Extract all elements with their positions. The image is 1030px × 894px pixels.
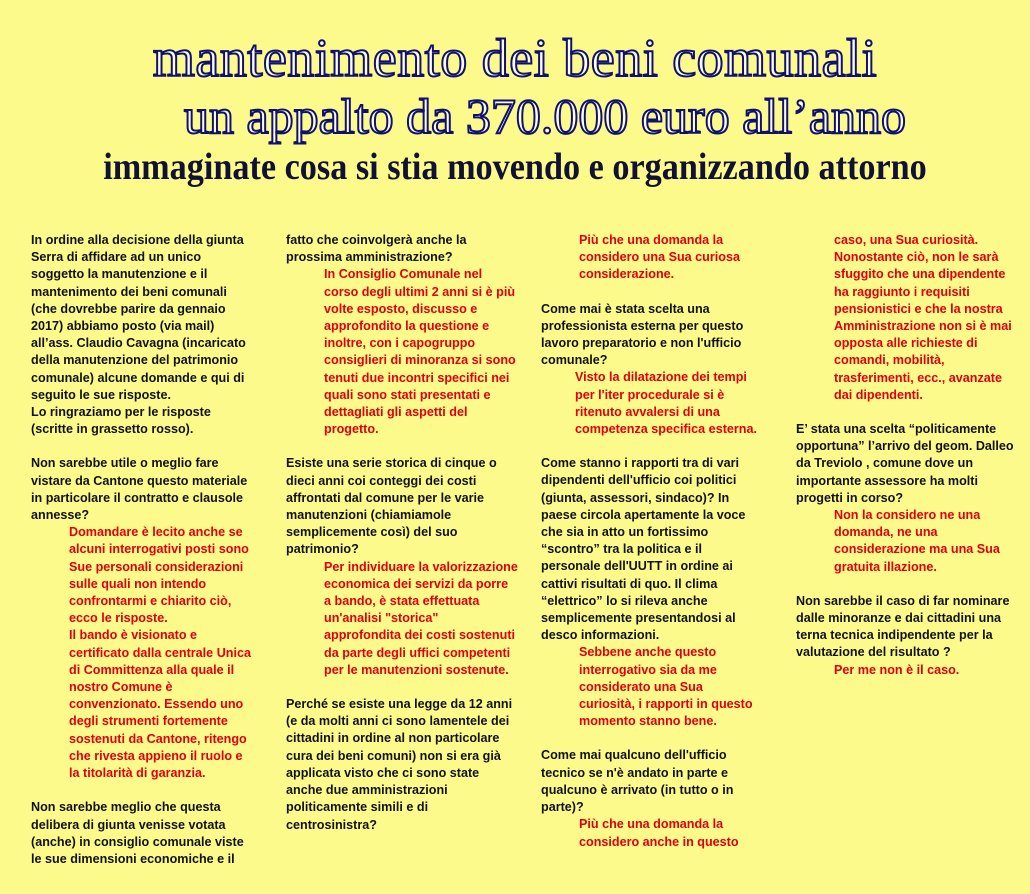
answer-6: Sebbene anche questo interrogativo sia da me considerato una Sua curiosità, i rapporti in questo momento stanno bene. [579,645,753,729]
question-1: Non sarebbe utile o meglio fare vistare da Cantone questo materiale in particolare il contratto e clausole annesse? [31,456,248,523]
article-column-2 [286,232,518,834]
answer-8: Non la considero ne una domanda, ne una considerazione ma una Sua gratuita illazione. [834,508,1000,574]
answer-1a: Domandare è lecito anche se alcuni interrogativi posti sono Sue personali considerazioni sulle quali non intendo confrontarmi e chiarito ciò, ecco le risposte. [69,525,249,626]
article-column-4 [796,232,1018,679]
answer-2: In Consiglio Comunale nel corso degli ultimi 2 anni si è più volte esposto, discusso e approfondito la questione e inoltre, con i capogruppo consiglieri di minoranza si sono tenuti due incontri specifici nei quali sono stati presentati e dettagliati gli aspetti del progetto. [324,267,516,437]
answer-7a: Più che una domanda la considero anche in questo [579,817,739,849]
answer-5: Visto la dilatazione dei tempi per l'iter procedurale si è ritenuto avvalersi di una competenza specifica esterna. [575,370,757,437]
answer-9: Per me non è il caso. [834,662,960,677]
question-4: Perché se esiste una legge da 12 anni (e da molti anni ci sono lamentele dei cittadini in ordine al non particolare cura dei beni comuni) non si era già applicata visto che ci sono state anche due amministrazioni politicamente simili e di centrosinistra? [286,697,513,832]
thanks-paragraph: Lo ringraziamo per le risposte (scritte in grassetto rosso). [31,405,211,437]
question-8: E’ stata una scelta “politicamente opportuna” l’arrivo del geom. Dalleo da Treviolo , comune dove un importante assessore ha molti progetti in corso? [796,422,1014,505]
question-2-continued: fatto che coinvolgerà anche la prossima amministrazione? [286,233,467,265]
question-5: Come mai è stata scelta una professionista esterna per questo lavoro preparatorio e non l'ufficio comunale? [541,301,744,368]
headline-line-2: un appalto da 370.000 euro all’anno [183,88,907,144]
question-2: Non sarebbe meglio che questa delibera di giunta venisse votata (anche) in consiglio comunale viste le sue dimensioni economiche e il [31,800,244,866]
article-column-1 [31,232,251,868]
question-7: Come mai qualcuno dell'ufficio tecnico se n'è andato in parte e qualcuno è arrivato (in tutto o in parte)? [541,748,734,815]
intro-paragraph: In ordine alla decisione della giunta Serra di affidare ad un unico soggetto la manutenzione e il mantenimento dei beni comunali (che dovrebbe parire da gennaio 2017) abbiamo posto (via mail) all’ass. Claudio Cavagna (incaricato della manutenzione del patrimonio comunale) alcune domande e qui di seguito le sue risposte. [31,233,246,402]
answer-3: Per individuare la valorizzazione economica dei servizi da porre a bando, è stata effettuata un'analisi "storica" approfondita dei costi sostenuti da parte degli uffici competenti per le manutenzioni sostenute. [324,559,518,677]
article-column-3 [541,232,761,851]
answer-4: Più che una domanda la considero una Sua curiosa considerazione. [579,233,740,282]
question-9: Non sarebbe il caso di far nominare dalle minoranze e dai cittadini una terna tecnica indipendente per la valutazione del risultato ? [796,593,1010,660]
answer-7b: caso, una Sua curiosità. Nonostante ciò, non le sarà sfuggito che una dipendente ha raggiunto i requisiti pensionistici e che la nostra Amministrazione non si è mai opposta alle richieste di comandi, mobilità, trasferimenti, ecc., avanzate dai dipendenti. [834,233,1012,402]
answer-1b: Il bando è visionato e certificato dalla centrale Unica di Committenza alla quale il nostro Comune è convenzionato. Essendo uno degli strumenti fortemente sostenuti da Cantone, ritengo che rivesta appieno il ruolo e la titolarità di garanzia. [69,628,251,781]
headline-line-1: mantenimento dei beni comunali [152,28,878,88]
question-3: Esiste una serie storica di cinque o dieci anni coi conteggi dei costi affrontati dal comune per le varie manutenzioni (chiamiamole semplicemente così) del suo patrimonio? [286,456,497,557]
question-6: Come stanno i rapporti tra di vari dipendenti dell'ufficio coi politici (giunta, assessori, sindaco)? In paese circola apertamente la voce che sia in atto un fortissimo “scontro” tra la politica e il personale dell'UUTT in ordine ai cattivi risultati di quo. Il clima “elettrico” lo si rileva anche semplicemente presentandosi al desco informazioni. [541,456,746,643]
headline-line-3: immaginate cosa si stia movendo e organizzando attorno [103,146,927,188]
